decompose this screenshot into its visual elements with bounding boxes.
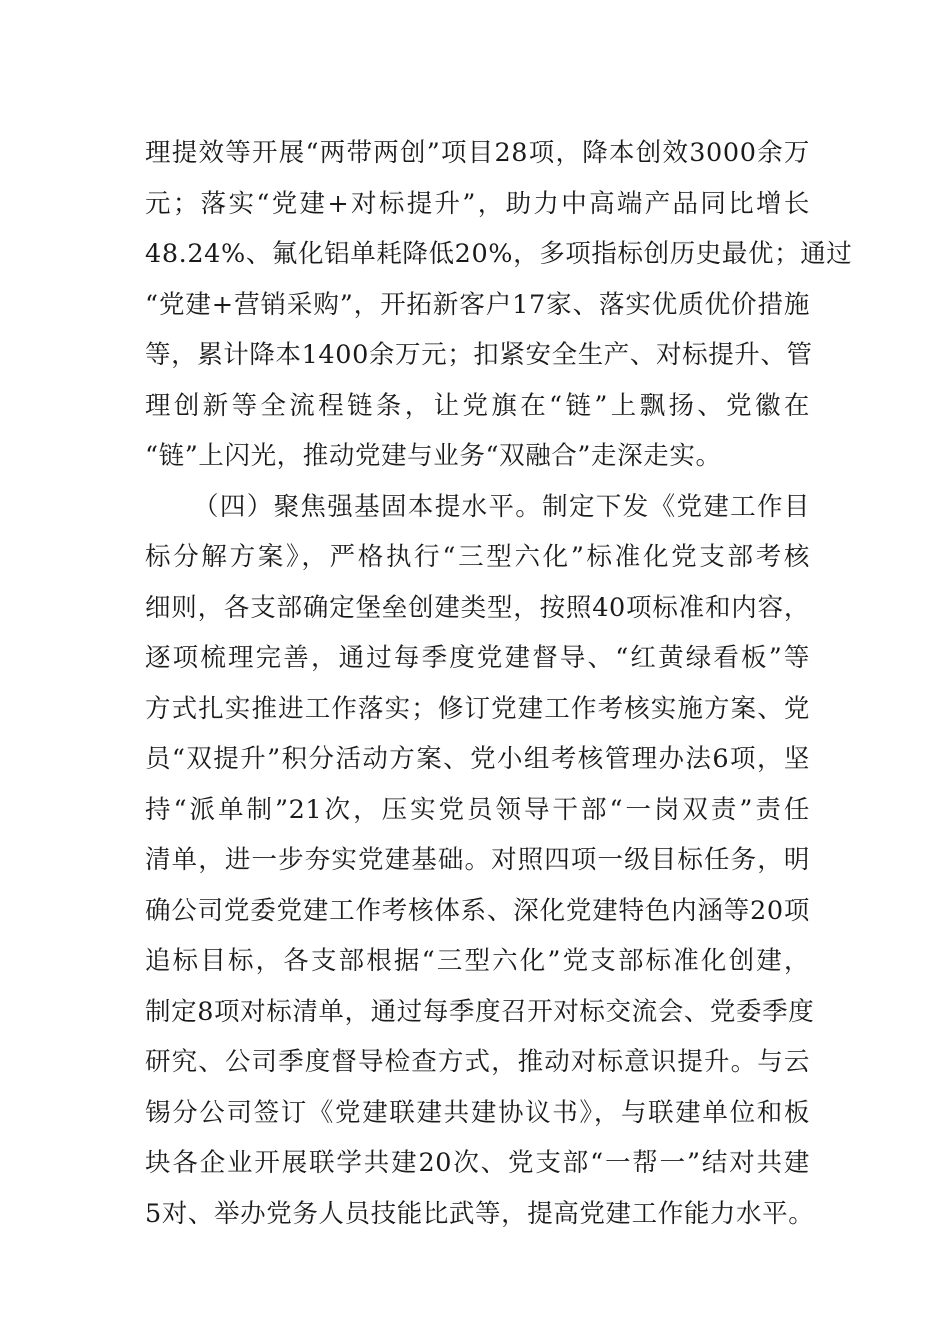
text-line: 理提效等开展“两带两创”项目28项，降本创效3000余万 [145, 138, 810, 168]
text-line: 细则，各支部确定堡垒创建类型，按照40项标准和内容， [145, 592, 810, 623]
text-line: “党建+营销采购”，开拓新客户17家、落实优质优价措施 [145, 289, 810, 320]
text-line: 方式扎实推进工作落实；修订党建工作考核实施方案、党 [145, 693, 810, 724]
text-line: 研究、公司季度督导检查方式，推动对标意识提升。与云 [145, 1047, 810, 1077]
text-line: 确公司党委党建工作考核体系、深化党建特色内涵等20项 [145, 895, 810, 926]
text-line: 5对、举办党务人员技能比武等，提高党建工作能力水平。 [145, 1198, 815, 1229]
text-line: 锡分公司签订《党建联建共建协议书》，与联建单位和板 [145, 1097, 810, 1128]
text-line: 逐项梳理完善，通过每季度党建督导、“红黄绿看板”等 [145, 643, 810, 673]
text-line: 员“双提升”积分活动方案、党小组考核管理办法6项，坚 [145, 744, 810, 774]
document-body [145, 128, 853, 1239]
text-line: 理创新等全流程链条，让党旗在“链”上飘扬、党徽在 [145, 390, 810, 421]
paragraph-1 [145, 128, 853, 482]
text-line: 块各企业开展联学共建20次、党支部“一帮一”结对共建 [145, 1148, 810, 1178]
text-line: 元；落实“党建+对标提升”，助力中高端产品同比增长 [145, 188, 810, 219]
text-line: 等，累计降本1400余万元；扣紧安全生产、对标提升、管 [145, 340, 813, 370]
text-line: 48.24%、氟化铝单耗降低20%，多项指标创历史最优；通过 [145, 239, 853, 269]
text-line: 持“派单制”21次，压实党员领导干部“一岗双责”责任 [145, 794, 810, 825]
text-line: “链”上闪光，推动党建与业务“双融合”走深走实。 [145, 441, 722, 471]
paragraph-2 [145, 482, 815, 1240]
text-line: 标分解方案》，严格执行“三型六化”标准化党支部考核 [145, 542, 810, 572]
text-line: 制定8项对标清单，通过每季度召开对标交流会、党委季度 [145, 996, 815, 1027]
text-line: 清单，进一步夯实党建基础。对照四项一级目标任务，明 [145, 845, 810, 875]
text-line: （四）聚焦强基固本提水平。制定下发《党建工作目 [193, 491, 810, 522]
text-line: 追标目标，各支部根据“三型六化”党支部标准化创建， [145, 946, 810, 976]
